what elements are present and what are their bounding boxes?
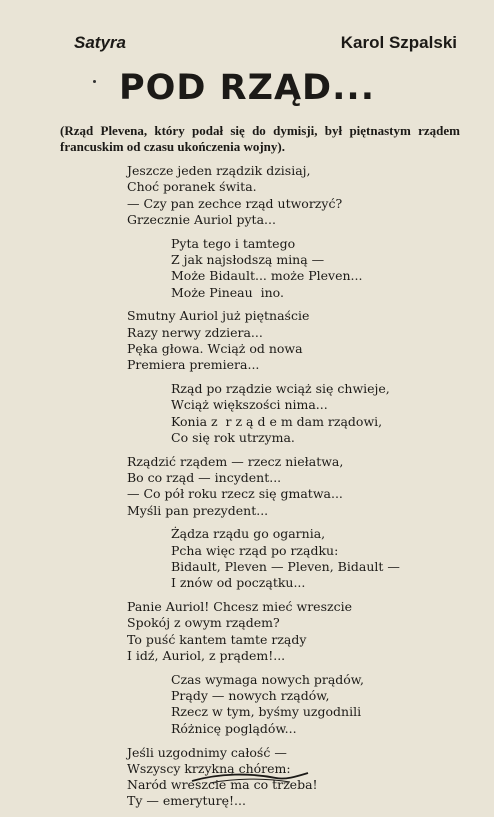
poem-line: Co się rok utrzyma.	[171, 429, 295, 445]
poem-line: Razy nerwy zdziera...	[127, 324, 263, 340]
poem-line: Panie Auriol! Chcesz mieć wreszcie	[127, 599, 352, 615]
poem-line: — Czy pan zechce rząd utworzyć?	[127, 195, 343, 211]
author-name: Karol Szpalski	[340, 33, 457, 52]
poem-line: Myśli pan prezydent...	[127, 502, 269, 518]
poem-line: Pyta tego i tamtego	[171, 235, 296, 251]
poem-line: Ty — emeryturę!...	[127, 793, 246, 809]
poem-line: Grzecznie Auriol pyta...	[127, 211, 276, 227]
subtitle-note: (Rząd Plevena, który podał się do dymisji, był piętnastym rządem francuskim od czasu ukończenia wojny).	[60, 123, 460, 154]
poem-line: Naród wreszcie ma co trzeba!	[127, 777, 318, 793]
poem-line: Pcha więc rząd po rządku:	[171, 542, 339, 558]
poem-line: Choć poranek świta.	[127, 179, 257, 195]
poem-line: Rządzić rządem — rzecz niełatwa,	[127, 453, 344, 469]
poem-line: Może Bidault... może Pleven...	[171, 268, 363, 284]
stanza	[171, 236, 400, 301]
poem-line: — Co pół roku rzecz się gmatwa...	[127, 486, 343, 502]
section-label: Satyra	[74, 33, 126, 52]
poem-line: Bidault, Pleven — Pleven, Bidault —	[171, 559, 400, 575]
poem-line: Rzecz w tym, byśmy uzgodnili	[171, 704, 362, 720]
poem-line: Różnicę poglądów...	[171, 720, 297, 736]
poem-line: Rząd po rządzie wciąż się chwieje,	[171, 381, 390, 397]
stanza	[171, 672, 400, 737]
stanza	[171, 381, 400, 446]
poem-line: Konia z r z ą d e m dam rządowi,	[171, 413, 383, 429]
poem-line: To puść kantem tamte rządy	[127, 631, 307, 647]
poem-line: Wszyscy krzykną chórem:	[127, 760, 291, 776]
poem-line: Wciąż większości nima...	[171, 397, 328, 413]
stanza	[127, 599, 400, 664]
poem-line: I idź, Auriol, z prądem!...	[127, 648, 286, 664]
poem-line: Premiera premiera...	[127, 357, 260, 373]
poem-line: Z jak najsłodszą miną —	[171, 251, 325, 267]
stanza	[127, 308, 400, 373]
poem-body	[127, 163, 400, 817]
poem-line: Pęka głowa. Wciąż od nowa	[127, 340, 303, 356]
stanza	[127, 163, 400, 228]
poem-line: Bo co rząd — incydent...	[127, 470, 282, 486]
poem-line: Spokój z owym rządem?	[127, 615, 280, 631]
poem-line: Jeśli uzgodnimy całość —	[127, 744, 287, 760]
poem-title: POD RZĄD...	[119, 68, 375, 108]
poem-line: I znów od początku...	[171, 575, 306, 591]
stanza	[127, 454, 400, 519]
poem-line: Czas wymaga nowych prądów,	[171, 671, 364, 687]
poem-line: Jeszcze jeden rządzik dzisiaj,	[127, 163, 311, 178]
poem-line: Prądy — nowych rządów,	[171, 688, 330, 704]
poem-line: Może Pineau ino.	[171, 284, 284, 300]
poem-line: Smutny Auriol już piętnaście	[127, 308, 310, 324]
header	[0, 33, 494, 59]
poem-line: Żądza rządu go ogarnia,	[171, 526, 326, 542]
stanza	[171, 526, 400, 591]
ornament-divider	[190, 769, 310, 787]
